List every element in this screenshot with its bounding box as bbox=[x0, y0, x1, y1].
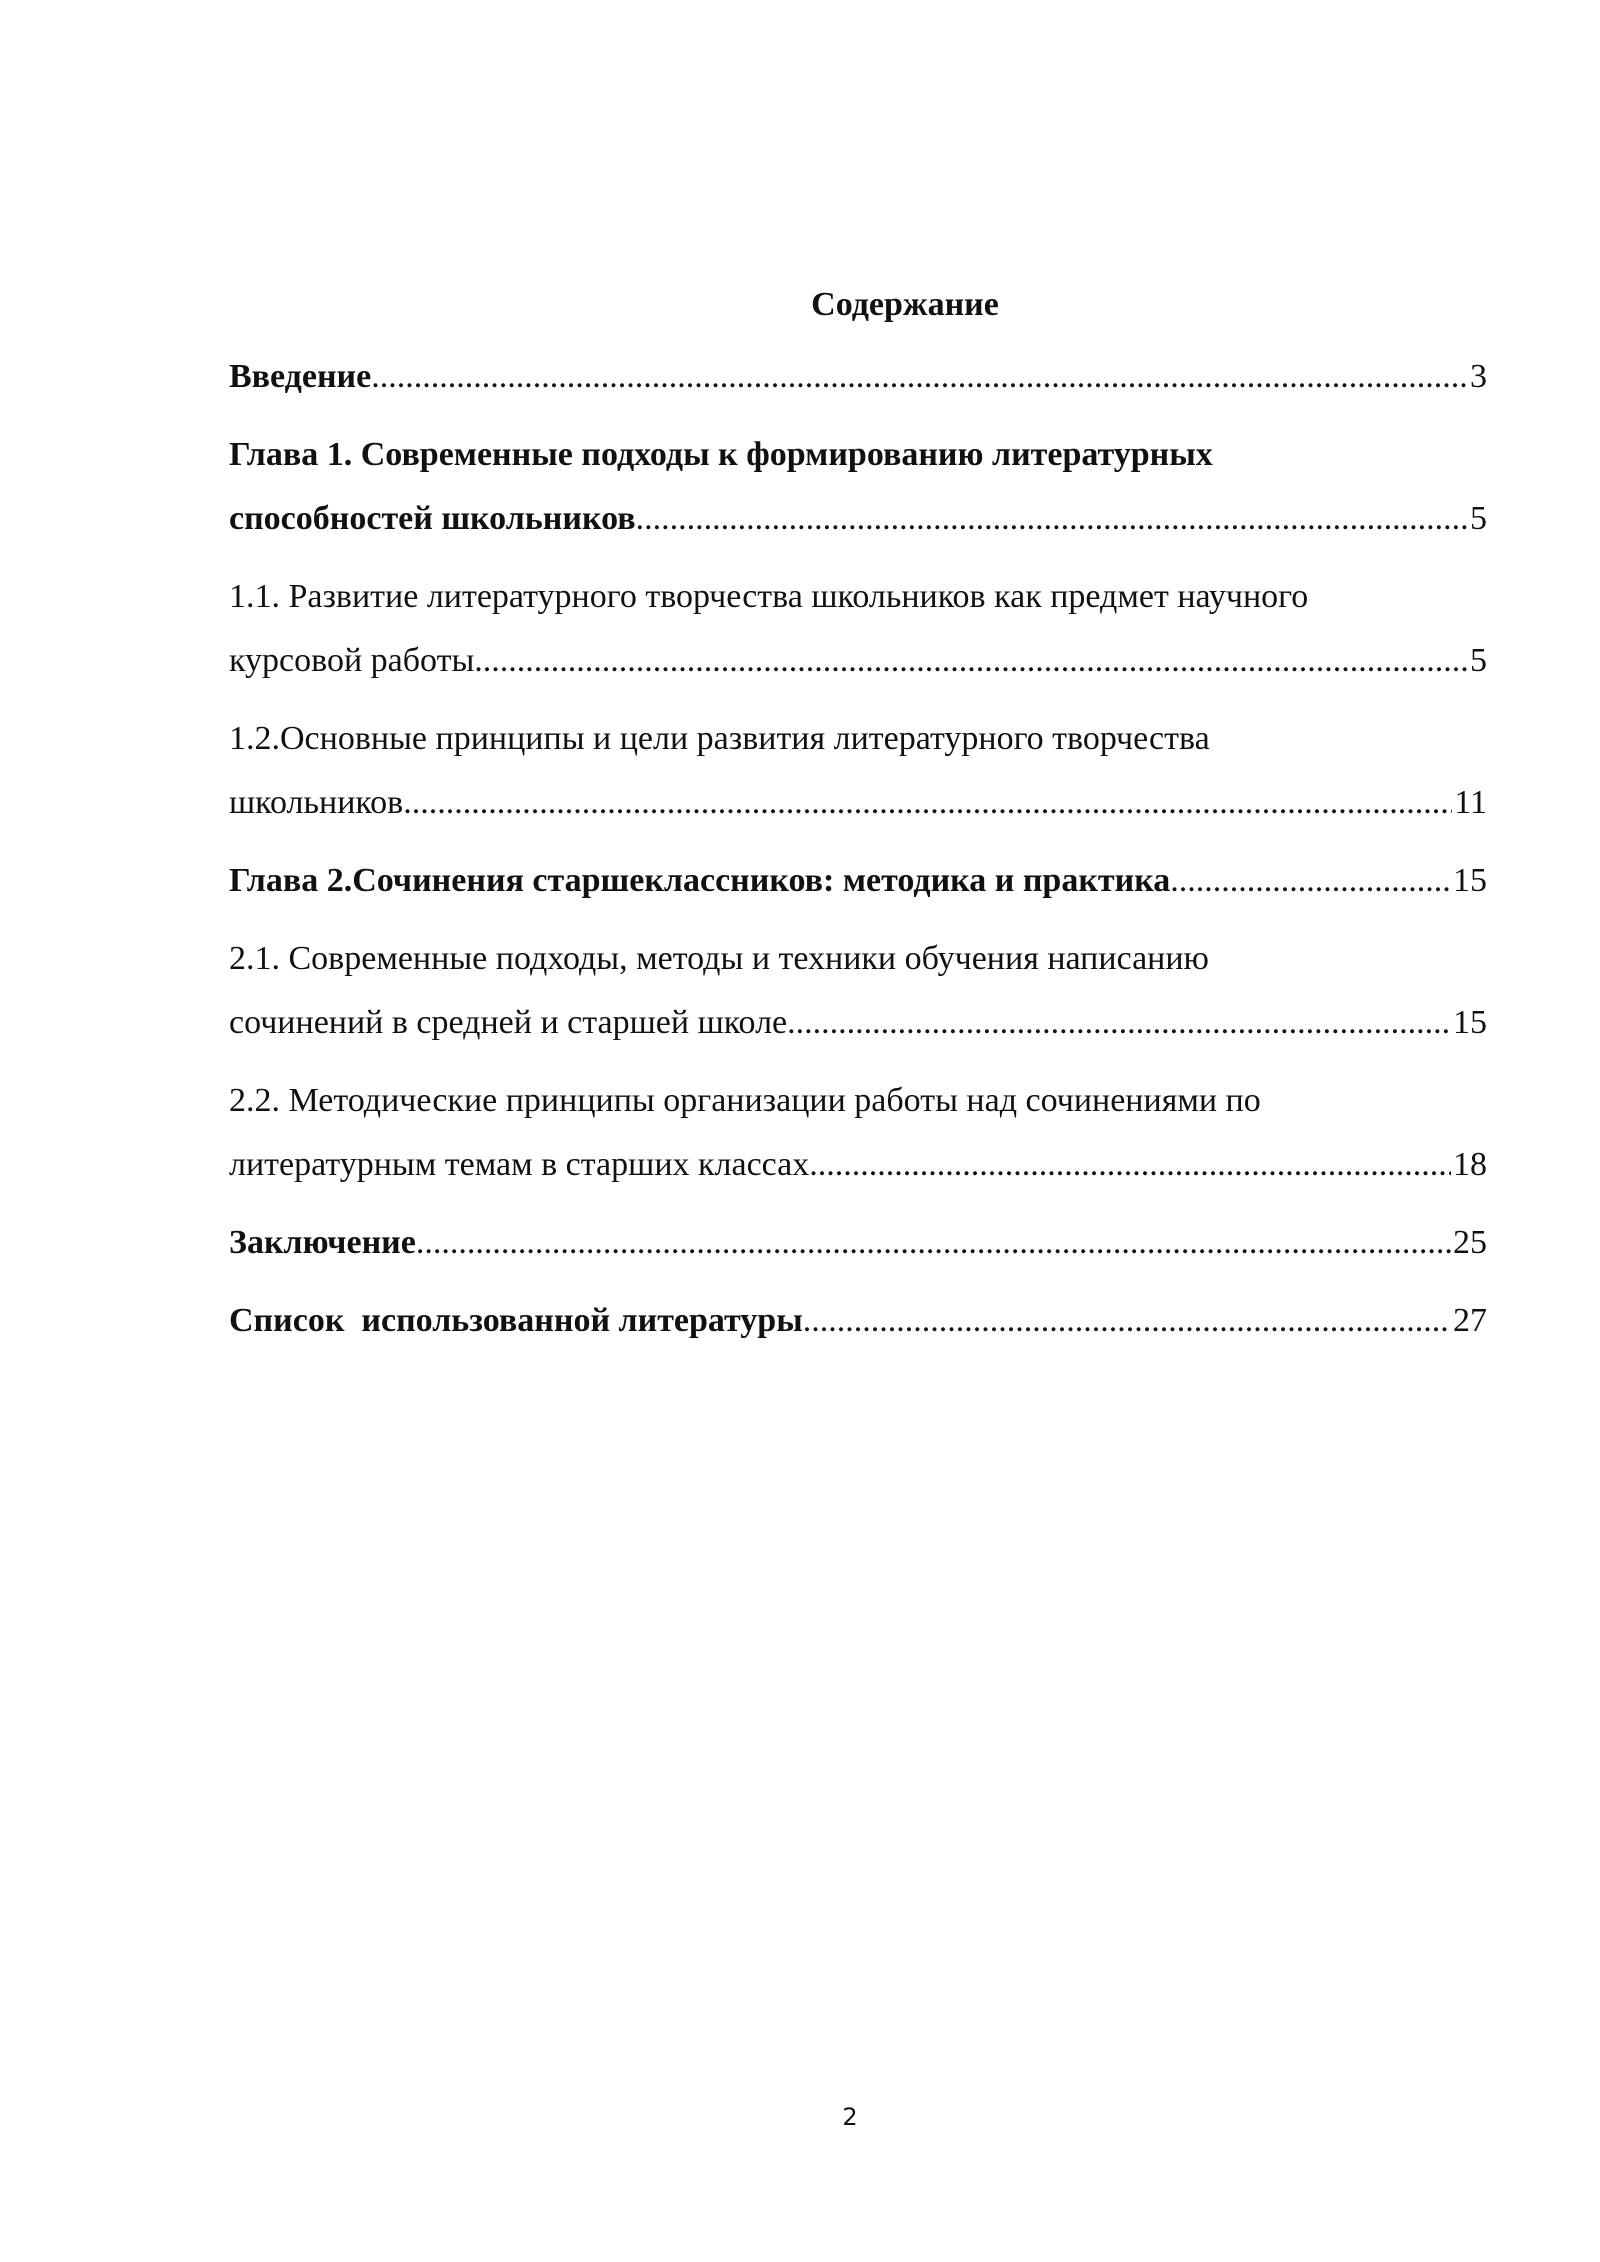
dot-leader bbox=[403, 771, 1452, 835]
toc-entry-title-line: Глава 1. Современные подходы к формированию литературных bbox=[229, 436, 1213, 473]
toc-entry-title: Заключение bbox=[229, 1224, 416, 1261]
toc-entry-chapter-2 bbox=[229, 849, 1487, 913]
toc-title: Содержание bbox=[811, 286, 999, 323]
toc-entry-title: Глава 2.Сочинения старшеклассников: методика и практика bbox=[229, 862, 1171, 899]
toc-entry-title-line: 1.2.Основные принципы и цели развития литературного творчества bbox=[229, 720, 1210, 757]
toc-page-number: 15 bbox=[1453, 1004, 1487, 1041]
toc-entry-title: Введение bbox=[229, 358, 372, 395]
toc-entry-conclusion bbox=[229, 1211, 1487, 1275]
toc-entry-line bbox=[229, 1211, 1487, 1275]
dot-leader bbox=[809, 1133, 1451, 1197]
toc-entry-line bbox=[229, 771, 1487, 835]
toc-entry-line bbox=[229, 345, 1487, 409]
toc-entry-title: способностей школьников bbox=[229, 500, 636, 537]
toc-entry-chapter-1 bbox=[229, 423, 1487, 551]
dot-leader bbox=[636, 487, 1468, 551]
dot-leader bbox=[787, 991, 1451, 1055]
toc-entry-introduction bbox=[229, 345, 1487, 409]
toc-entry-title-line: 2.2. Методические принципы организации работы над сочинениями по bbox=[229, 1082, 1261, 1119]
toc-page-number: 5 bbox=[1470, 500, 1487, 537]
toc-entry-title: курсовой работы bbox=[229, 642, 475, 679]
dot-leader bbox=[416, 1211, 1451, 1275]
toc-entry-line bbox=[229, 991, 1487, 1055]
toc-page-number: 11 bbox=[1454, 784, 1487, 821]
toc-entry-title: школьников bbox=[229, 784, 404, 821]
toc-page-number: 27 bbox=[1453, 1302, 1487, 1339]
toc-entry-section-2-2 bbox=[229, 1069, 1487, 1197]
toc-entry-section-1-2 bbox=[229, 707, 1487, 835]
dot-leader bbox=[1170, 849, 1451, 913]
table-of-contents bbox=[229, 345, 1487, 1367]
toc-entry-line bbox=[229, 629, 1487, 693]
toc-entry-section-1-1 bbox=[229, 565, 1487, 693]
toc-entry-line bbox=[229, 487, 1487, 551]
toc-entry-bibliography bbox=[229, 1289, 1487, 1353]
toc-page-number: 15 bbox=[1453, 862, 1487, 899]
toc-page-number: 5 bbox=[1470, 642, 1487, 679]
toc-entry-title: сочинений в средней и старшей школе bbox=[229, 1004, 788, 1041]
toc-page-number: 25 bbox=[1453, 1224, 1487, 1261]
toc-entry-title: литературным темам в старших классах bbox=[229, 1146, 810, 1183]
toc-entry-title: Список использованной литературы bbox=[229, 1302, 803, 1339]
toc-entry-title-line: 2.1. Современные подходы, методы и техники обучения написанию bbox=[229, 940, 1209, 977]
toc-entry-line bbox=[229, 849, 1487, 913]
dot-leader bbox=[803, 1289, 1451, 1353]
dot-leader bbox=[474, 629, 1468, 693]
toc-entry-line bbox=[229, 1133, 1487, 1197]
toc-entry-section-2-1 bbox=[229, 927, 1487, 1055]
toc-page-number: 3 bbox=[1470, 358, 1487, 395]
dot-leader bbox=[371, 345, 1468, 409]
toc-entry-line bbox=[229, 1289, 1487, 1353]
toc-entry-title-line: 1.1. Развитие литературного творчества школьников как предмет научного bbox=[229, 578, 1309, 615]
toc-page-number: 18 bbox=[1453, 1146, 1487, 1183]
page-number: 2 bbox=[842, 2103, 858, 2131]
